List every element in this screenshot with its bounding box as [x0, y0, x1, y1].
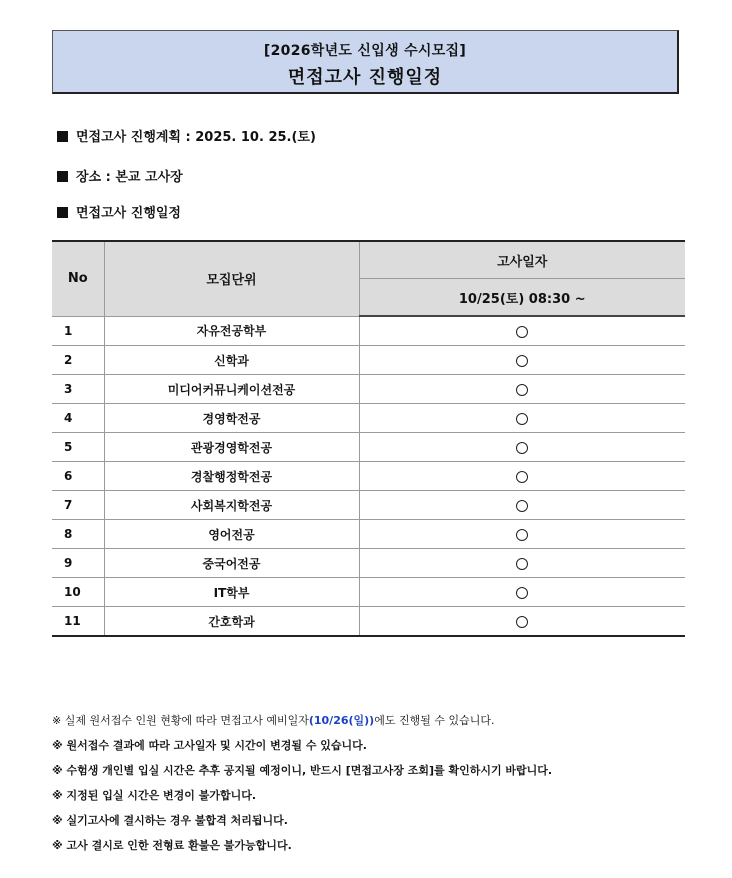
table-row: [52, 375, 685, 404]
circle-mark-icon: [516, 413, 528, 425]
schedule-table: [52, 240, 685, 637]
note-1-pre: ※ 실제 원서접수 인원 현황에 따라 면접고사 예비일자: [52, 714, 309, 727]
col-header-no: No: [52, 241, 104, 316]
row-date-cell: [359, 520, 685, 549]
row-date-cell: [359, 462, 685, 491]
row-date-cell: [359, 375, 685, 404]
col-header-unit: 모집단위: [104, 241, 359, 316]
col-header-date-group: 고사일자: [359, 241, 685, 279]
table-row: [52, 520, 685, 549]
note-2: ※ 원서접수 결과에 따라 고사일자 및 시간이 변경될 수 있습니다.: [52, 739, 367, 752]
table-row: [52, 316, 685, 346]
row-no: 9: [52, 549, 104, 578]
row-no: 4: [52, 404, 104, 433]
row-no: 5: [52, 433, 104, 462]
row-date-cell: [359, 404, 685, 433]
note-4: ※ 지정된 입실 시간은 변경이 불가합니다.: [52, 789, 257, 802]
row-date-cell: [359, 491, 685, 520]
circle-mark-icon: [516, 529, 528, 541]
row-no: 11: [52, 607, 104, 637]
row-unit: 간호학과: [104, 607, 359, 637]
info-schedule-heading: [57, 202, 181, 221]
page-subtitle: [2026학년도 신입생 수시모집]: [263, 43, 467, 59]
table-row: [52, 491, 685, 520]
table-row: [52, 462, 685, 491]
circle-mark-icon: [516, 471, 528, 483]
table-row: [52, 607, 685, 637]
info-place: [57, 166, 183, 185]
row-no: 1: [52, 316, 104, 346]
circle-mark-icon: [516, 384, 528, 396]
table-row: [52, 404, 685, 433]
info-place-text: 장소 : 본교 고사장: [76, 170, 183, 185]
circle-mark-icon: [516, 587, 528, 599]
table-row: [52, 549, 685, 578]
page-title: 면접고사 진행일정: [287, 67, 443, 88]
row-unit: 관광경영학전공: [104, 433, 359, 462]
note-1-post: 에도 진행될 수 있습니다.: [374, 714, 495, 727]
row-unit: 신학과: [104, 346, 359, 375]
col-header-date: 10/25(토) 08:30 ~: [359, 279, 685, 317]
row-unit: IT학부: [104, 578, 359, 607]
notes-section: [52, 714, 552, 864]
info-plan: [57, 126, 316, 145]
table-row: [52, 433, 685, 462]
circle-mark-icon: [516, 326, 528, 338]
note-1: [52, 714, 552, 739]
info-plan-text: 면접고사 진행계획 : 2025. 10. 25.(토): [76, 130, 316, 145]
square-bullet-icon: [57, 131, 68, 142]
row-no: 2: [52, 346, 104, 375]
row-unit: 자유전공학부: [104, 316, 359, 346]
note-6: ※ 고사 결시로 인한 전형료 환불은 불가능합니다.: [52, 839, 292, 852]
row-unit: 영어전공: [104, 520, 359, 549]
row-no: 8: [52, 520, 104, 549]
note-5: ※ 실기고사에 결시하는 경우 불합격 처리됩니다.: [52, 814, 288, 827]
circle-mark-icon: [516, 355, 528, 367]
row-unit: 경찰행정학전공: [104, 462, 359, 491]
circle-mark-icon: [516, 500, 528, 512]
title-banner: [52, 30, 679, 94]
row-unit: 중국어전공: [104, 549, 359, 578]
note-3: ※ 수험생 개인별 입실 시간은 추후 공지될 예정이니, 반드시 [면접고사장 조회]를 확인하시기 바랍니다.: [52, 764, 553, 777]
row-date-cell: [359, 549, 685, 578]
square-bullet-icon: [57, 207, 68, 218]
circle-mark-icon: [516, 442, 528, 454]
row-no: 3: [52, 375, 104, 404]
row-no: 10: [52, 578, 104, 607]
table-row: [52, 578, 685, 607]
table-row: [52, 346, 685, 375]
row-date-cell: [359, 316, 685, 346]
row-no: 6: [52, 462, 104, 491]
row-date-cell: [359, 433, 685, 462]
row-unit: 사회복지학전공: [104, 491, 359, 520]
row-date-cell: [359, 346, 685, 375]
row-no: 7: [52, 491, 104, 520]
info-schedule-heading-text: 면접고사 진행일정: [76, 206, 181, 221]
row-unit: 경영학전공: [104, 404, 359, 433]
circle-mark-icon: [516, 558, 528, 570]
note-1-highlight: (10/26(일)): [308, 714, 375, 727]
row-unit: 미디어커뮤니케이션전공: [104, 375, 359, 404]
square-bullet-icon: [57, 171, 68, 182]
circle-mark-icon: [516, 616, 528, 628]
row-date-cell: [359, 578, 685, 607]
row-date-cell: [359, 607, 685, 637]
